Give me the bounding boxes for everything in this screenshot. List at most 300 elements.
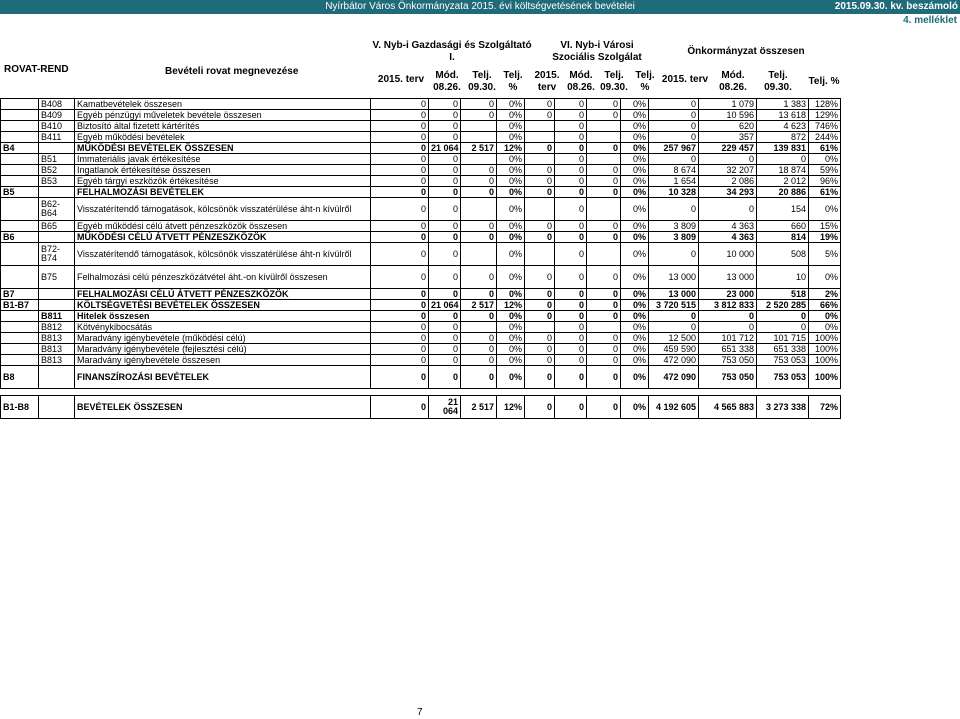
value-cell: 154	[757, 198, 809, 221]
value-cell: 0%	[621, 99, 649, 110]
value-cell	[587, 121, 621, 132]
g1-telj: Telj. 09.30.	[468, 70, 496, 93]
category-code-cell: B5	[1, 187, 39, 198]
value-cell	[525, 154, 555, 165]
item-name-cell: Biztosító által fizetett kártérítés	[75, 121, 371, 132]
revenue-table	[0, 98, 841, 419]
value-cell: 13 618	[757, 110, 809, 121]
value-cell: 753 050	[699, 366, 757, 389]
value-cell: 472 090	[649, 366, 699, 389]
value-cell: 0	[371, 243, 429, 266]
value-cell: 0	[649, 198, 699, 221]
value-cell: 0%	[809, 266, 841, 289]
value-cell: 0%	[497, 110, 525, 121]
value-cell: 0	[587, 396, 621, 419]
item-name-cell: Maradvány igénybevétele összesen	[75, 355, 371, 366]
table-row	[1, 154, 841, 165]
value-cell: 0	[525, 366, 555, 389]
value-cell: 0	[525, 266, 555, 289]
value-cell: 72%	[809, 396, 841, 419]
value-cell: 0%	[497, 121, 525, 132]
value-cell: 0	[429, 322, 461, 333]
sub-code-cell: B411	[39, 132, 75, 143]
value-cell: 0	[429, 99, 461, 110]
document-title: Nyírbátor Város Önkormányzata 2015. évi költségvetésének bevételei	[325, 1, 635, 12]
value-cell: 0%	[497, 132, 525, 143]
value-cell: 0	[461, 99, 497, 110]
value-cell: 0	[429, 132, 461, 143]
sub-code-cell	[39, 143, 75, 154]
value-cell: 2%	[809, 289, 841, 300]
value-cell: 244%	[809, 132, 841, 143]
value-cell: 0	[587, 99, 621, 110]
value-cell: 100%	[809, 366, 841, 389]
value-cell: 0%	[621, 266, 649, 289]
item-name-cell: Maradvány igénybevétele (fejlesztési célú)	[75, 344, 371, 355]
item-name-cell: MŰKÖDÉSI CÉLÚ ÁTVETT PÉNZESZKÖZÖK	[75, 232, 371, 243]
category-code-cell	[1, 322, 39, 333]
sub-code-cell	[39, 289, 75, 300]
value-cell: 0	[587, 344, 621, 355]
value-cell: 0	[555, 300, 587, 311]
sub-code-cell	[39, 232, 75, 243]
value-cell: 0	[371, 300, 429, 311]
value-cell: 0	[699, 322, 757, 333]
item-name-cell: BEVÉTELEK ÖSSZESEN	[75, 396, 371, 419]
value-cell: 0	[371, 289, 429, 300]
value-cell	[461, 322, 497, 333]
value-cell: 257 967	[649, 143, 699, 154]
value-cell: 0	[371, 344, 429, 355]
value-cell: 8 674	[649, 165, 699, 176]
value-cell: 23 000	[699, 289, 757, 300]
value-cell: 20 886	[757, 187, 809, 198]
value-cell: 128%	[809, 99, 841, 110]
value-cell: 3 809	[649, 232, 699, 243]
value-cell: 0	[555, 221, 587, 232]
category-code-cell: B1-B8	[1, 396, 39, 419]
value-cell: 0	[371, 366, 429, 389]
value-cell: 0%	[621, 198, 649, 221]
value-cell: 0	[757, 311, 809, 322]
value-cell: 0	[587, 355, 621, 366]
value-cell: 0%	[621, 165, 649, 176]
value-cell: 753 053	[757, 366, 809, 389]
value-cell: 0%	[621, 143, 649, 154]
value-cell: 0%	[497, 243, 525, 266]
value-cell: 0%	[809, 322, 841, 333]
table-row	[1, 243, 841, 266]
value-cell: 0	[429, 344, 461, 355]
g3-terv: 2015. terv	[661, 74, 709, 85]
sub-code-cell: B62-B64	[39, 198, 75, 221]
value-cell: 59%	[809, 165, 841, 176]
value-cell: 0	[429, 243, 461, 266]
value-cell: 100%	[809, 333, 841, 344]
value-cell: 0	[525, 300, 555, 311]
value-cell: 620	[699, 121, 757, 132]
value-cell: 21 064	[429, 300, 461, 311]
value-cell: 0	[555, 165, 587, 176]
value-cell: 61%	[809, 143, 841, 154]
sub-code-cell: B408	[39, 99, 75, 110]
value-cell: 0	[371, 143, 429, 154]
item-name-cell: Immateriális javak értékesítése	[75, 154, 371, 165]
value-cell: 0%	[621, 154, 649, 165]
value-cell: 0	[649, 99, 699, 110]
value-cell: 0	[429, 232, 461, 243]
value-cell: 0	[429, 154, 461, 165]
value-cell: 0%	[621, 311, 649, 322]
value-cell: 0	[429, 311, 461, 322]
value-cell: 0%	[621, 300, 649, 311]
value-cell	[525, 121, 555, 132]
value-cell: 0%	[497, 289, 525, 300]
value-cell: 2 517	[461, 300, 497, 311]
category-code-cell: B7	[1, 289, 39, 300]
value-cell: 0%	[497, 165, 525, 176]
sub-code-cell: B812	[39, 322, 75, 333]
value-cell: 15%	[809, 221, 841, 232]
sub-code-cell: B65	[39, 221, 75, 232]
g2-mod: Mód. 08.26.	[567, 70, 595, 93]
value-cell: 472 090	[649, 355, 699, 366]
value-cell: 0	[429, 333, 461, 344]
value-cell: 0	[525, 289, 555, 300]
value-cell: 0	[371, 266, 429, 289]
value-cell: 0	[371, 99, 429, 110]
value-cell: 0	[587, 333, 621, 344]
value-cell: 357	[699, 132, 757, 143]
value-cell: 0%	[497, 311, 525, 322]
value-cell: 0	[371, 232, 429, 243]
value-cell: 0%	[497, 266, 525, 289]
value-cell: 34 293	[699, 187, 757, 198]
item-name-cell: MŰKÖDÉSI BEVÉTELEK ÖSSZESEN	[75, 143, 371, 154]
value-cell: 0	[429, 266, 461, 289]
value-cell: 0	[555, 121, 587, 132]
value-cell	[461, 243, 497, 266]
value-cell	[587, 154, 621, 165]
value-cell: 1 383	[757, 99, 809, 110]
value-cell: 0%	[809, 198, 841, 221]
sub-code-cell: B409	[39, 110, 75, 121]
value-cell: 12%	[497, 143, 525, 154]
value-cell: 651 338	[699, 344, 757, 355]
value-cell: 0	[699, 311, 757, 322]
sub-code-cell: B53	[39, 176, 75, 187]
value-cell: 0	[371, 221, 429, 232]
value-cell: 19%	[809, 232, 841, 243]
category-code-cell	[1, 176, 39, 187]
category-code-cell: B6	[1, 232, 39, 243]
value-cell: 0	[525, 355, 555, 366]
top-banner	[0, 0, 960, 14]
value-cell: 0	[429, 366, 461, 389]
value-cell: 0	[555, 110, 587, 121]
value-cell: 0	[555, 344, 587, 355]
value-cell: 13 000	[699, 266, 757, 289]
value-cell: 0	[555, 266, 587, 289]
value-cell	[587, 322, 621, 333]
value-cell: 0	[371, 176, 429, 187]
value-cell: 0	[429, 176, 461, 187]
value-cell: 0	[525, 311, 555, 322]
value-cell: 100%	[809, 355, 841, 366]
table-row	[1, 99, 841, 110]
value-cell: 0%	[621, 132, 649, 143]
value-cell: 4 363	[699, 221, 757, 232]
category-code-cell	[1, 165, 39, 176]
table-row	[1, 187, 841, 198]
value-cell: 0	[525, 143, 555, 154]
value-cell: 0	[555, 396, 587, 419]
value-cell: 0	[587, 289, 621, 300]
item-name-cell: Egyéb tárgyi eszközök értékesítése	[75, 176, 371, 187]
category-code-cell	[1, 344, 39, 355]
value-cell: 0	[649, 243, 699, 266]
value-cell: 3 812 833	[699, 300, 757, 311]
value-cell: 0	[525, 110, 555, 121]
g1-telj-pct: Telj. %	[503, 70, 523, 93]
category-code-cell	[1, 99, 39, 110]
sub-code-cell: B811	[39, 311, 75, 322]
value-cell: 0%	[621, 289, 649, 300]
spacer-row	[1, 389, 841, 396]
category-code-cell	[1, 154, 39, 165]
value-cell	[461, 154, 497, 165]
value-cell: 746%	[809, 121, 841, 132]
item-name-cell: FINANSZÍROZÁSI BEVÉTELEK	[75, 366, 371, 389]
value-cell: 0	[555, 311, 587, 322]
value-cell: 0%	[497, 176, 525, 187]
value-cell: 0%	[621, 243, 649, 266]
category-code-cell: B8	[1, 366, 39, 389]
value-cell: 0	[371, 165, 429, 176]
value-cell: 0	[587, 187, 621, 198]
sub-code-cell: B813	[39, 355, 75, 366]
g3-mod: Mód. 08.26.	[719, 70, 747, 93]
table-row	[1, 165, 841, 176]
value-cell: 0	[555, 132, 587, 143]
table-row	[1, 344, 841, 355]
value-cell: 0	[555, 176, 587, 187]
value-cell: 0	[555, 333, 587, 344]
sub-code-cell: B51	[39, 154, 75, 165]
value-cell: 129%	[809, 110, 841, 121]
value-cell: 0	[429, 198, 461, 221]
value-cell: 0	[461, 311, 497, 322]
value-cell: 1 654	[649, 176, 699, 187]
value-cell: 0%	[809, 154, 841, 165]
value-cell: 0	[525, 99, 555, 110]
value-cell: 0	[429, 110, 461, 121]
item-name-cell: KÖLTSÉGVETÉSI BEVÉTELEK ÖSSZESEN	[75, 300, 371, 311]
value-cell: 0	[525, 165, 555, 176]
value-cell: 101 712	[699, 333, 757, 344]
value-cell: 0	[555, 243, 587, 266]
value-cell: 0	[371, 333, 429, 344]
value-cell: 0	[555, 232, 587, 243]
sub-code-cell	[39, 187, 75, 198]
sub-code-cell: B52	[39, 165, 75, 176]
table-row	[1, 143, 841, 154]
g1-terv: 2015. terv	[377, 74, 425, 85]
value-cell: 0	[555, 289, 587, 300]
value-cell: 0	[371, 355, 429, 366]
value-cell: 3 809	[649, 221, 699, 232]
category-code-cell: B4	[1, 143, 39, 154]
category-code-cell	[1, 355, 39, 366]
value-cell	[525, 322, 555, 333]
category-code-cell: B1-B7	[1, 300, 39, 311]
value-cell: 21 064	[429, 396, 461, 419]
g3-telj-pct: Telj. %	[808, 76, 840, 87]
value-cell: 0	[371, 322, 429, 333]
value-cell: 753 050	[699, 355, 757, 366]
table-row	[1, 110, 841, 121]
value-cell	[461, 132, 497, 143]
item-name-cell: Kamatbevételek összesen	[75, 99, 371, 110]
value-cell: 0	[525, 344, 555, 355]
g3-telj: Telj. 09.30.	[764, 70, 792, 93]
value-cell: 0	[587, 232, 621, 243]
value-cell: 12%	[497, 300, 525, 311]
value-cell: 0	[525, 187, 555, 198]
value-cell: 0	[555, 366, 587, 389]
value-cell: 508	[757, 243, 809, 266]
value-cell: 0	[587, 366, 621, 389]
item-name-cell: Egyéb pénzügyi műveletek bevétele összesen	[75, 110, 371, 121]
value-cell: 0%	[809, 311, 841, 322]
value-cell: 61%	[809, 187, 841, 198]
value-cell: 96%	[809, 176, 841, 187]
value-cell: 0	[371, 311, 429, 322]
table-row	[1, 355, 841, 366]
value-cell: 2 520 285	[757, 300, 809, 311]
value-cell	[587, 198, 621, 221]
value-cell	[525, 132, 555, 143]
g2-terv: 2015. terv	[534, 70, 560, 93]
sub-code-cell	[39, 300, 75, 311]
item-name-cell: FELHALMOZÁSI BEVÉTELEK	[75, 187, 371, 198]
value-cell: 0	[587, 300, 621, 311]
value-cell: 0	[555, 322, 587, 333]
value-cell: 4 192 605	[649, 396, 699, 419]
g2-telj: Telj. 09.30.	[600, 70, 628, 93]
item-name-cell: FELHALMOZÁSI CÉLÚ ÁTVETT PÉNZESZKÖZÖK	[75, 289, 371, 300]
table-row	[1, 198, 841, 221]
value-cell: 0	[525, 176, 555, 187]
item-name-cell: Visszatérítendő támogatások, kölcsönök visszatérülése áht-n kívülről	[75, 243, 371, 266]
value-cell: 0	[587, 143, 621, 154]
value-cell: 229 457	[699, 143, 757, 154]
value-cell: 0	[699, 154, 757, 165]
value-cell: 0%	[621, 333, 649, 344]
value-cell: 0	[429, 121, 461, 132]
value-cell: 10	[757, 266, 809, 289]
value-cell: 0%	[621, 232, 649, 243]
sub-code-cell	[39, 396, 75, 419]
table-row	[1, 289, 841, 300]
value-cell: 0	[757, 154, 809, 165]
value-cell: 10 328	[649, 187, 699, 198]
value-cell: 0	[461, 289, 497, 300]
category-code-cell	[1, 243, 39, 266]
value-cell: 0	[649, 311, 699, 322]
value-cell: 0	[649, 154, 699, 165]
value-cell: 0	[555, 355, 587, 366]
value-cell: 0	[461, 366, 497, 389]
value-cell: 0	[429, 165, 461, 176]
table-row	[1, 266, 841, 289]
item-name-cell: Felhalmozási célú pénzeszközátvétel áht.-on kívülről összesen	[75, 266, 371, 289]
value-cell: 2 517	[461, 143, 497, 154]
value-cell: 12%	[497, 396, 525, 419]
value-cell: 0	[555, 154, 587, 165]
value-cell: 0	[649, 322, 699, 333]
value-cell: 0	[525, 333, 555, 344]
value-cell: 0	[429, 289, 461, 300]
item-name-cell: Egyéb működési célú átvett pénzeszközök összesen	[75, 221, 371, 232]
value-cell	[587, 243, 621, 266]
value-cell: 0	[461, 355, 497, 366]
value-cell: 0%	[497, 154, 525, 165]
page-number: 7	[417, 707, 423, 718]
value-cell: 0	[587, 266, 621, 289]
value-cell	[587, 132, 621, 143]
g2-telj-pct: Telj. %	[635, 70, 655, 93]
value-cell: 0	[461, 110, 497, 121]
category-code-cell	[1, 110, 39, 121]
table-row	[1, 176, 841, 187]
value-cell: 18 874	[757, 165, 809, 176]
value-cell: 100%	[809, 344, 841, 355]
value-cell: 0	[371, 154, 429, 165]
value-cell: 66%	[809, 300, 841, 311]
value-cell	[461, 198, 497, 221]
value-cell: 0%	[621, 221, 649, 232]
value-cell: 4 623	[757, 121, 809, 132]
sub-code-cell: B813	[39, 344, 75, 355]
value-cell: 814	[757, 232, 809, 243]
value-cell: 0%	[621, 187, 649, 198]
value-cell: 0	[461, 333, 497, 344]
value-cell: 13 000	[649, 266, 699, 289]
value-cell: 0	[757, 322, 809, 333]
value-cell: 0	[525, 396, 555, 419]
table-row	[1, 121, 841, 132]
category-code-cell	[1, 121, 39, 132]
value-cell: 0	[587, 110, 621, 121]
value-cell	[525, 243, 555, 266]
value-cell: 0	[587, 165, 621, 176]
sub-code-cell: B813	[39, 333, 75, 344]
value-cell: 0	[587, 176, 621, 187]
value-cell	[461, 121, 497, 132]
value-cell: 0	[587, 311, 621, 322]
value-cell: 0	[699, 198, 757, 221]
item-name-cell: Hitelek összesen	[75, 311, 371, 322]
value-cell: 101 715	[757, 333, 809, 344]
group-header-1: V. Nyb-i Gazdasági és Szolgáltató I.	[372, 40, 532, 63]
value-cell: 0%	[497, 198, 525, 221]
value-cell: 0	[461, 232, 497, 243]
sub-code-cell: B75	[39, 266, 75, 289]
value-cell: 0	[587, 221, 621, 232]
value-cell: 2 012	[757, 176, 809, 187]
value-cell: 0	[555, 198, 587, 221]
